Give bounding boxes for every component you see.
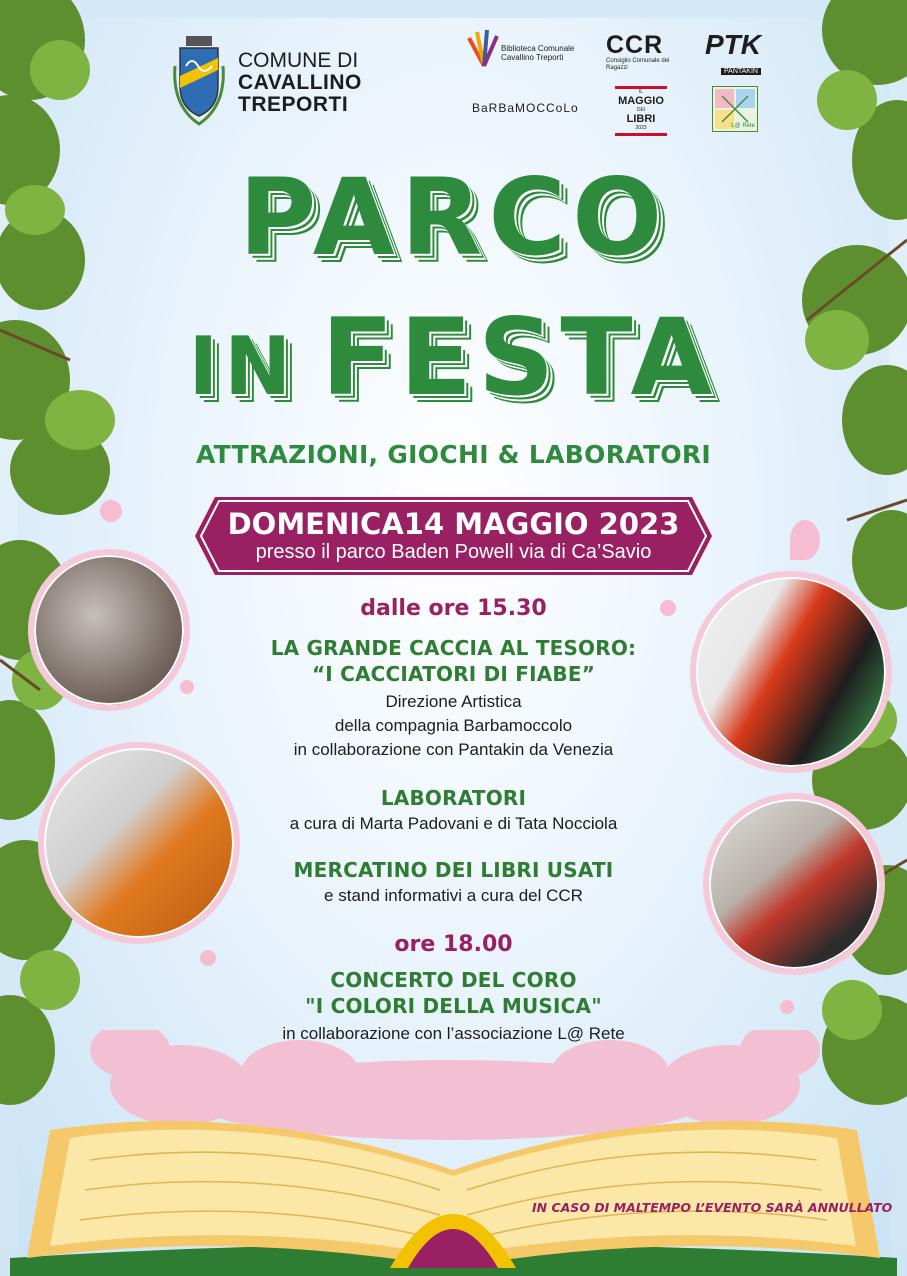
event3-title: MERCATINO DEI LIBRI USATI bbox=[293, 858, 614, 882]
biblioteca-logo bbox=[467, 26, 577, 72]
event4-title-line1: CONCERTO DEL CORO bbox=[330, 968, 577, 992]
biblioteca-fan-icon bbox=[467, 26, 501, 68]
comune-line2: CAVALLINO bbox=[238, 71, 362, 94]
rete-text: L@ Rete bbox=[731, 123, 755, 129]
ptk-text: PTK bbox=[705, 29, 761, 60]
event1-desc-line3: in collaborazione con Pantakin da Venezia bbox=[293, 740, 614, 759]
date-banner bbox=[195, 497, 712, 575]
event4-desc: in collaborazione con l’associazione L@ Rete bbox=[282, 1024, 625, 1043]
ccr-logo bbox=[606, 32, 676, 72]
maggio-dei: DEI bbox=[636, 107, 646, 113]
rete-logo bbox=[712, 86, 758, 132]
ptk-subtext: PANTAKIN bbox=[721, 68, 761, 75]
title-festa: FESTA bbox=[321, 296, 719, 419]
title-line1: PARCO bbox=[238, 156, 669, 279]
photo-actor-orange bbox=[38, 742, 240, 944]
photo-bubbles-kids bbox=[28, 549, 190, 711]
banner-date: DOMENICA14 MAGGIO 2023 bbox=[227, 507, 680, 541]
title-line2 bbox=[0, 295, 907, 429]
weather-notice: IN CASO DI MALTEMPO L’EVENTO SARÀ ANNULLATO bbox=[532, 1200, 893, 1215]
maggio-year: 2023 bbox=[635, 125, 647, 131]
comune-logo bbox=[168, 36, 368, 126]
banner-place: presso il parco Baden Powell via di Ca’Savio bbox=[255, 541, 652, 563]
event2-title: LABORATORI bbox=[380, 786, 527, 810]
comune-line1: COMUNE DI bbox=[238, 49, 359, 72]
time-first: dalle ore 15.30 bbox=[360, 596, 547, 621]
maggio-libri: LIBRI bbox=[626, 113, 656, 125]
bubble bbox=[790, 520, 820, 560]
ccr-subtext: Consiglio Comunale dei Ragazzi bbox=[606, 58, 670, 71]
barbamoccolo-logo: BaRBaMOCCoLo bbox=[472, 101, 579, 115]
maggio-word: MAGGIO bbox=[618, 95, 664, 107]
comune-line3: TREPORTI bbox=[238, 93, 349, 116]
event1-desc-line2: della compagnia Barbamoccolo bbox=[334, 716, 573, 735]
biblioteca-text: Biblioteca Comunale Cavallino Treporti bbox=[501, 44, 575, 62]
event1-title-line2: “I CACCIATORI DI FIABE” bbox=[311, 662, 596, 686]
event1-title-line1: LA GRANDE CACCIA AL TESORO: bbox=[270, 636, 637, 660]
maggio-il: IL bbox=[638, 89, 644, 95]
event4-title-line2: "I COLORI DELLA MUSICA" bbox=[305, 994, 602, 1018]
event3-desc: e stand informativi a cura del CCR bbox=[324, 886, 583, 905]
event2-desc: a cura di Marta Padovani e di Tata Nocciola bbox=[289, 814, 618, 833]
crest-icon bbox=[172, 36, 226, 126]
time-second: ore 18.00 bbox=[394, 932, 513, 957]
bubble bbox=[100, 500, 122, 522]
title-in: IN bbox=[188, 320, 298, 413]
open-book bbox=[10, 1030, 897, 1276]
ptk-logo bbox=[705, 30, 771, 78]
ccr-text: CCR bbox=[606, 31, 664, 59]
event1-desc-line1: Direzione Artistica bbox=[385, 692, 522, 711]
maggio-libri-logo bbox=[615, 86, 667, 136]
subtitle: ATTRAZIONI, GIOCHI & LABORATORI bbox=[195, 440, 712, 469]
